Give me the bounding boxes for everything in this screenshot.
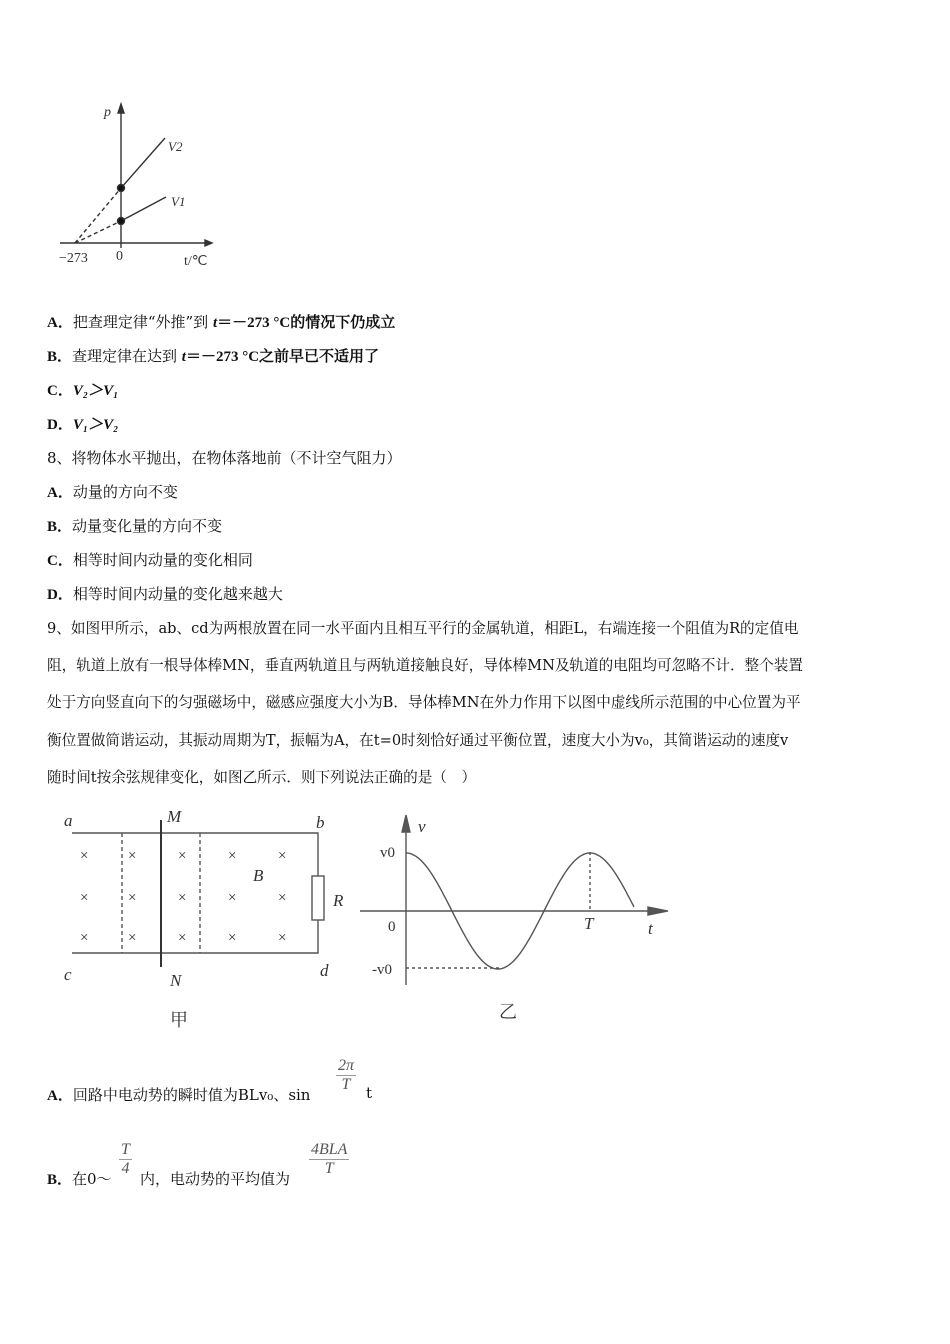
magnetic-field-cross-icon: × <box>228 848 237 864</box>
magnetic-field-cross-icon: × <box>278 848 287 864</box>
numerator: 2π <box>338 1057 355 1074</box>
label-b: b <box>316 813 325 832</box>
magnetic-field-cross-icon: × <box>80 848 89 864</box>
option-letter: B． <box>47 519 73 535</box>
magnetic-field-cross-icon: × <box>228 930 237 946</box>
option-text: 相等时间内动量的变化相同 <box>72 551 253 569</box>
option-var: t <box>212 315 218 331</box>
magnetic-field-cross-icon: × <box>128 930 137 946</box>
neg-v0-label: -v0 <box>372 962 392 978</box>
option-b-mid: 内，电动势的平均值为 <box>140 1170 291 1188</box>
v2-line <box>121 138 165 188</box>
label-r: R <box>333 891 344 910</box>
denominator: 4 <box>121 1160 130 1177</box>
option-text: 在0～ <box>72 1170 112 1188</box>
option-letter: A． <box>47 1088 73 1104</box>
denominator: T <box>341 1076 351 1093</box>
magnetic-field-cross-icon: × <box>178 930 187 946</box>
option-var: t <box>181 349 186 365</box>
q9-stem-line: 衡位置做简谐运动，其振动周期为T，振幅为A，在t=0时刻恰好通过平衡位置，速度大小为v₀，其简谐运动的速度v <box>47 732 789 749</box>
v-axis-label: v <box>418 817 426 836</box>
figure-p-t-graph <box>60 104 212 248</box>
tick-zero: 0 <box>116 249 123 264</box>
t-axis-arrow-icon <box>648 907 668 915</box>
magnetic-field-cross-icon: × <box>278 890 287 906</box>
magnetic-field-cross-icon: × <box>178 890 187 906</box>
option-text: 动量变化量的方向不变 <box>72 517 223 535</box>
label-c: c <box>64 965 72 984</box>
option-text: ＝－273 °C的情况下仍成立 <box>217 315 396 331</box>
resistor-r <box>312 876 324 920</box>
q8-option-c[interactable] <box>47 549 253 570</box>
fraction-2pi-over-t <box>336 1057 356 1094</box>
option-letter: D． <box>47 587 73 603</box>
q9-stem-line: 9、如图甲所示，ab、cd为两根放置在同一水平面内且相互平行的金属轨道，相距L，右端连接一个阻值为R的定值电 <box>47 620 799 637</box>
v2-label: V2 <box>168 139 183 154</box>
v2-point <box>118 185 125 192</box>
q7-option-a[interactable] <box>47 311 395 332</box>
label-a: a <box>64 811 73 830</box>
magnetic-field-cross-icon: × <box>278 930 287 946</box>
q7-option-d[interactable] <box>47 413 118 434</box>
zero-label: 0 <box>388 919 396 935</box>
q8-option-d[interactable] <box>47 583 283 604</box>
q9-stem-line: 阻，轨道上放有一根导体棒MN，垂直两轨道且与两轨道接触良好，导体棒MN及轨道的电阻均可忽略不计．整个装置 <box>47 657 803 674</box>
label-n: N <box>170 971 182 990</box>
numerator: 4BLA <box>311 1141 348 1158</box>
option-text: 查理定律在达到 <box>72 347 182 365</box>
q8-option-a[interactable] <box>47 481 178 502</box>
q8-option-b[interactable] <box>47 515 222 536</box>
v1-label: V1 <box>171 194 186 209</box>
option-letter: D． <box>47 417 73 433</box>
option-letter: B． <box>47 349 73 365</box>
t-axis-arrow-icon <box>205 240 212 246</box>
q9-stem-line: 随时间t按余弦规律变化，如图乙所示．则下列说法正确的是（ ） <box>47 769 477 786</box>
v1-point <box>118 218 125 225</box>
magnetic-field-cross-icon: × <box>80 890 89 906</box>
option-a-tail: t <box>366 1084 373 1102</box>
magnetic-field-cross-icon: × <box>178 848 187 864</box>
option-text: 回路中电动势的瞬时值为BLv₀、sin <box>72 1086 311 1104</box>
magnetic-field-cross-icon: × <box>128 890 137 906</box>
tick-neg-273: −273 <box>59 251 88 266</box>
v1-extrapolation <box>75 221 121 243</box>
v1-line <box>121 197 166 221</box>
option-text: 把查理定律“外推”到 <box>72 313 213 331</box>
v0-label: v0 <box>380 845 395 861</box>
q9-stem-line: 处于方向竖直向下的匀强磁场中，磁感应强度大小为B．导体棒MN在外力作用下以图中虚线所示范围的中心位置为平 <box>47 694 801 711</box>
magnetic-field-cross-icon: × <box>128 848 137 864</box>
option-letter: C． <box>47 383 73 399</box>
option-letter: A． <box>47 315 73 331</box>
label-b-field: B <box>253 866 264 885</box>
fraction-4bla-over-t <box>309 1141 349 1178</box>
q8-stem: 8、将物体水平抛出，在物体落地前（不计空气阻力） <box>47 449 402 467</box>
fraction-t-over-4 <box>119 1141 132 1178</box>
p-axis-arrow-icon <box>118 104 124 113</box>
magnetic-field-cross-icon: × <box>80 930 89 946</box>
option-text: V₁＞V₂ <box>72 417 119 433</box>
label-d: d <box>320 961 329 980</box>
q9-option-a[interactable] <box>47 1084 310 1105</box>
q7-option-b[interactable] <box>47 345 379 366</box>
option-text: ＝－273 °C之前早已不适用了 <box>185 349 380 365</box>
option-text: V₂＞V₁ <box>72 383 119 399</box>
option-text: 相等时间内动量的变化越来越大 <box>72 585 283 603</box>
caption-jia: 甲 <box>170 1010 188 1030</box>
option-letter: B． <box>47 1172 73 1188</box>
t-axis-label: t/℃ <box>184 254 208 269</box>
q9-option-b[interactable] <box>47 1168 112 1189</box>
option-text: 动量的方向不变 <box>72 483 178 501</box>
magnetic-field-cross-icon: × <box>228 890 237 906</box>
denominator: T <box>324 1160 334 1177</box>
t-axis-label: t <box>648 919 653 938</box>
p-label: p <box>104 105 111 120</box>
figure-yi-graph <box>360 815 668 985</box>
numerator: T <box>121 1141 130 1158</box>
q7-option-c[interactable] <box>47 379 118 400</box>
v2-extrapolation <box>75 188 121 243</box>
caption-yi: 乙 <box>499 1002 517 1022</box>
label-m: M <box>167 807 182 826</box>
option-letter: C． <box>47 553 73 569</box>
option-letter: A． <box>47 485 73 501</box>
period-label: T <box>584 914 594 933</box>
v-axis-arrow-icon <box>402 815 410 832</box>
